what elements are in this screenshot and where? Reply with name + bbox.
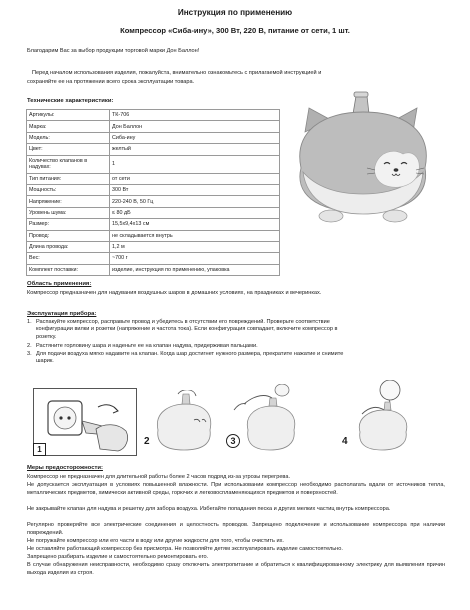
- spec-row: [27, 144, 280, 155]
- spec-key: Вес:: [27, 253, 110, 264]
- precaution-6: Не оставляйте работающий компрессор без присмотра. Не позволяйте детям эксплуатировать изделие самостоятельно.: [27, 546, 343, 552]
- spec-key: Цвет:: [27, 144, 110, 155]
- spec-key: Размер:: [27, 219, 110, 230]
- usage-step-2: 2. Растяните горловину шара и наденьте ее на клапан надува, придерживая пальцами.: [27, 343, 258, 349]
- spec-row: [27, 264, 280, 275]
- spec-key: Мощность:: [27, 184, 110, 195]
- spec-key: Тип питания:: [27, 173, 110, 184]
- spec-value: изделие, инструкция по применению, упаковка: [110, 264, 280, 275]
- spec-key: Уровень шума:: [27, 207, 110, 218]
- compressor-nozzle: [353, 92, 369, 114]
- specs-heading: Технические характеристики:: [27, 98, 114, 104]
- spec-row: [27, 184, 280, 195]
- intro-line-1: Перед началом использования изделия, пожалуйста, внимательно ознакомьтесь с прилагаемой инструкцией и: [32, 70, 322, 76]
- figure-1-badge: 1: [33, 443, 46, 456]
- spec-row: [27, 230, 280, 241]
- page-title: Инструкция по применению: [177, 8, 293, 17]
- usage-heading: Эксплуатация прибора:: [27, 311, 97, 317]
- spec-value: 1,2 м: [110, 241, 280, 252]
- product-subtitle: Компрессор «Сиба-ину», 300 Вт, 220 В, питание от сети, 1 шт.: [120, 26, 350, 35]
- spec-key: Напряжение:: [27, 196, 110, 207]
- precaution-8: В случае обнаружения неисправности, необходимо сразу отключить электропитание и обратиться к квалифицированному электрику для выявления причин выхода изделия из строя.: [27, 562, 445, 576]
- figure-1-plug: [33, 388, 137, 456]
- intro-line-2: сохраняйте ее на протяжении всего срока эксплуатации товара.: [27, 79, 195, 85]
- precaution-4: Регулярно проверяйте все электрические соединения и целостность проводов. Запрещено подключение и использование компрессора при наличии повреждений.: [27, 522, 445, 536]
- precaution-7: Запрещено разбирать изделие и самостоятельно ремонтировать его.: [27, 554, 209, 560]
- precautions-heading: Меры предосторожности:: [27, 465, 103, 471]
- spec-value: ТК-706: [110, 110, 280, 121]
- spec-key: Артикулы:: [27, 110, 110, 121]
- spec-value: от сети: [110, 173, 280, 184]
- spec-key: Количество клапанов в надувах:: [27, 155, 110, 173]
- spec-key: Марка:: [27, 121, 110, 132]
- figure-3-press: [226, 384, 306, 456]
- socket-plug-illustration: [34, 389, 136, 455]
- spec-row: [27, 196, 280, 207]
- spec-value: 15,5х9,4х13 см: [110, 219, 280, 230]
- spec-value: 1: [110, 155, 280, 173]
- figure-4-balloon: [340, 380, 424, 456]
- precaution-1: Компрессор не предназначен для длительной работы более 2 часов подряд из-за угрозы перегрева.: [27, 474, 290, 480]
- scope-text: Компрессор предназначен для надувания воздушных шаров в домашних условиях, на праздниках и вечеринках.: [27, 290, 322, 296]
- spec-value: 300 Вт: [110, 184, 280, 195]
- spec-key: Комплект поставки:: [27, 264, 110, 275]
- spec-key: Провод:: [27, 230, 110, 241]
- precaution-3: Не закрывайте клапан для надува и решетку для забора воздуха. Избегайте попадания песка и других мелких частиц внутрь компрессора.: [27, 506, 391, 512]
- spec-row: [27, 110, 280, 121]
- spec-row: [27, 121, 280, 132]
- usage-step-1: 1. Распакуйте компрессор, расправьте провод и убедитесь в отсутствии его повреждений. Проверьте соответствие конфигурации вилки и розетки (напряжение и частота тока). Если конфигурация совпадает, включите компрессор в розетку.: [27, 319, 338, 340]
- figure-2-number: 2: [144, 436, 150, 447]
- spec-row: [27, 253, 280, 264]
- spec-value: не складывается внутрь: [110, 230, 280, 241]
- spec-row: [27, 241, 280, 252]
- spec-row: [27, 207, 280, 218]
- spec-value: 220-240 В, 50 Гц: [110, 196, 280, 207]
- figure-2-attach: [142, 390, 220, 456]
- spec-value: желтый: [110, 144, 280, 155]
- dog-foot-left: [319, 210, 343, 222]
- scope-heading: Область применения:: [27, 281, 92, 287]
- spec-key: Модель:: [27, 132, 110, 143]
- spec-row: [27, 219, 280, 230]
- inflated-balloon-illustration: [340, 380, 424, 456]
- spec-value: ~700 г: [110, 253, 280, 264]
- precaution-5: Не погружайте компрессор или его части в воду или другие жидкости для того, чтобы очистить их.: [27, 538, 284, 544]
- dog-foot-right: [383, 210, 407, 222]
- spec-value: Сиба-ину: [110, 132, 280, 143]
- precaution-2: Не допускается эксплуатация в условиях повышенной влажности. При использовании компрессор необходимо располагать вдали от источников тепла, металлических предметов, химически активной среды, горючих и легковоспламеняющихся предметов и поверхностей.: [27, 482, 445, 496]
- spec-value: Дон Баллон: [110, 121, 280, 132]
- thanks-text: Благодарим Вас за выбор продукции торговой марки Дон Баллон!: [27, 48, 200, 54]
- spec-key: Длина провода:: [27, 241, 110, 252]
- product-image: [283, 90, 443, 225]
- spec-value: ≤ 80 дБ: [110, 207, 280, 218]
- figure-3-number: 3: [226, 434, 240, 448]
- specs-table: [26, 109, 280, 276]
- spec-row: [27, 155, 280, 173]
- attach-balloon-illustration: [142, 390, 220, 456]
- usage-step-3: 3. Для подачи воздуха мягко надавите на клапан. Когда шар достигнет нужного размера, прекратите нажатие и снимите шарик.: [27, 351, 344, 365]
- figure-4-number: 4: [342, 436, 348, 447]
- spec-row: [27, 132, 280, 143]
- spec-row: [27, 173, 280, 184]
